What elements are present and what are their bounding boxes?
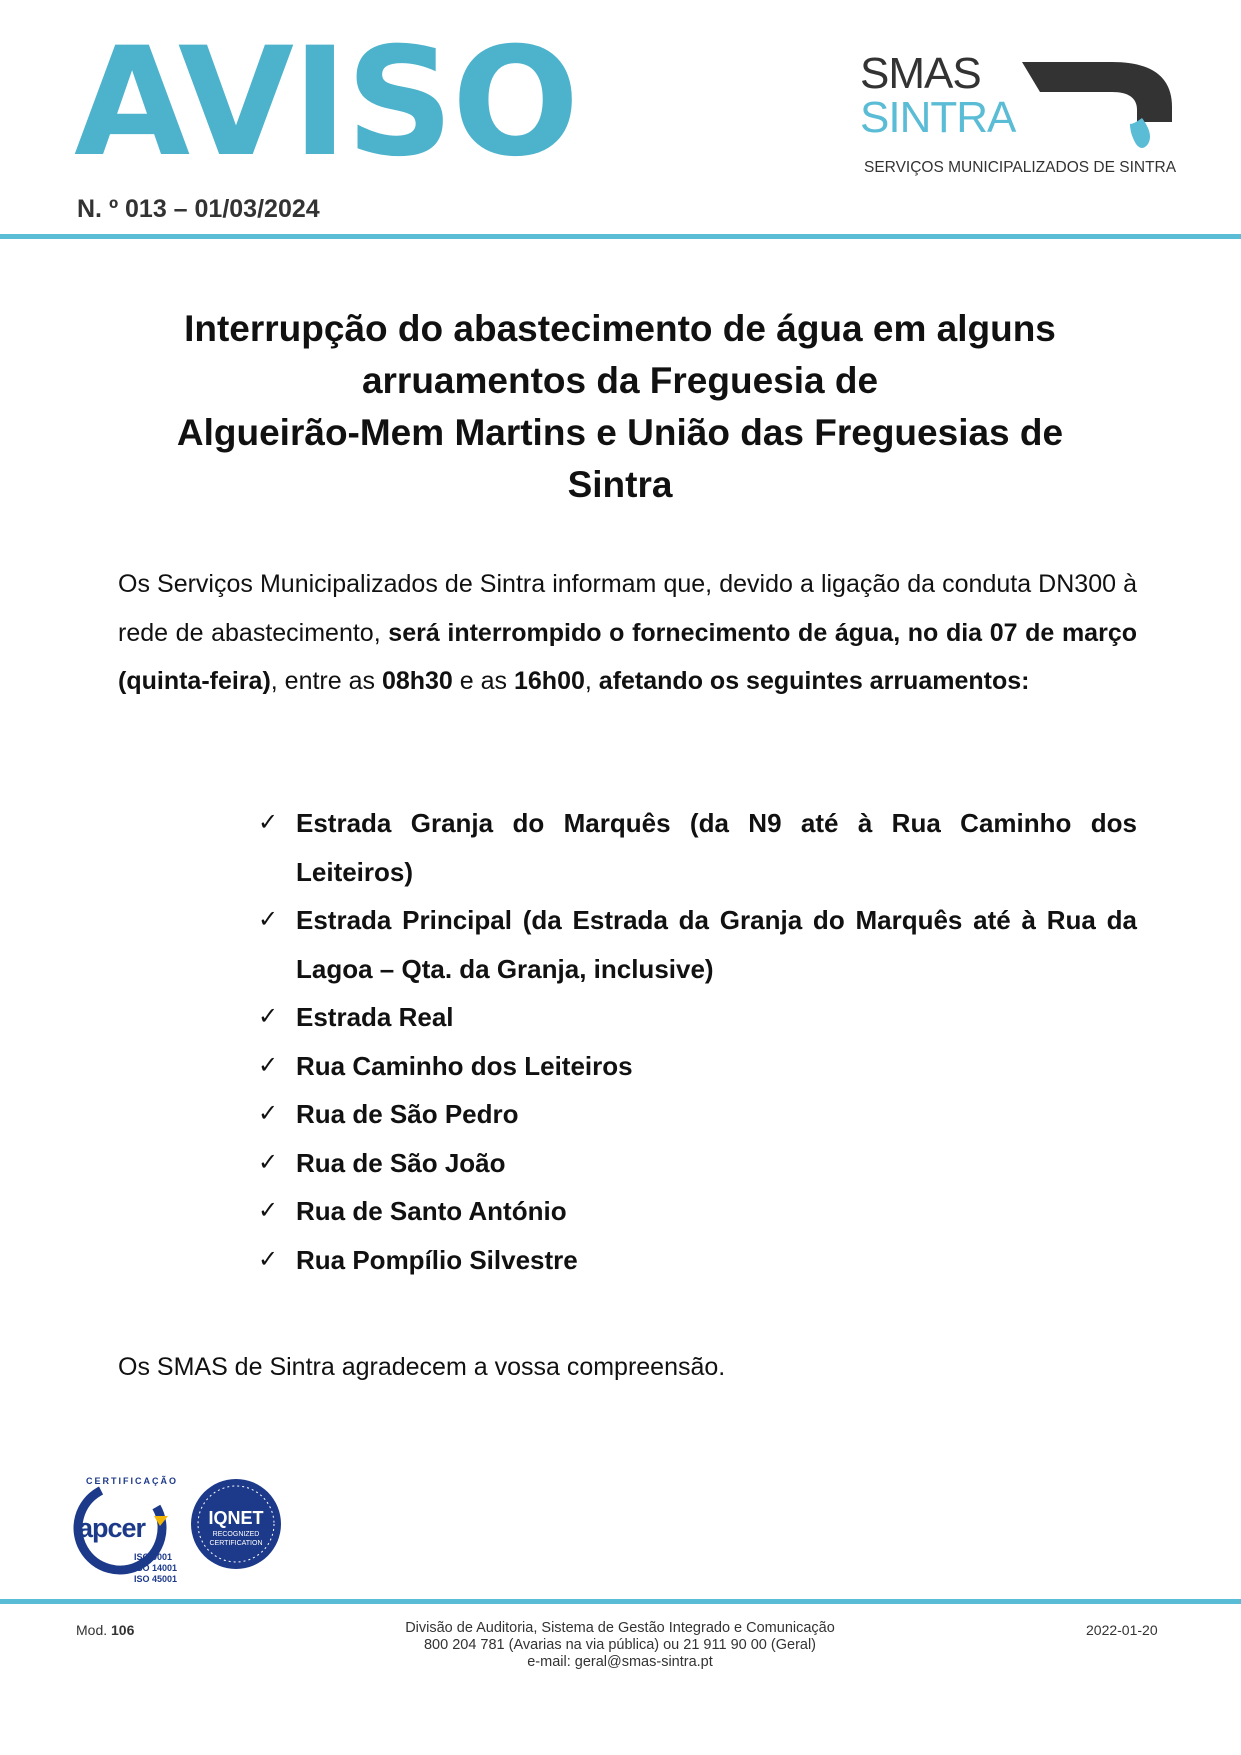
headline — [120, 303, 1120, 511]
list-item — [258, 896, 1137, 993]
smas-sintra-logo — [860, 49, 1180, 182]
checkmark-icon: ✓ — [258, 1148, 279, 1176]
iso-standard: ISO 14001 — [134, 1563, 178, 1573]
street-name: Rua Caminho dos Leiteiros — [296, 1050, 633, 1081]
intro-bold-start-time: 08h30 — [381, 667, 453, 695]
street-name: Estrada Principal (da Estrada da Granja do Marquês até à Rua da Lagoa – Qta. da Granja, inclusive) — [296, 905, 1137, 984]
model-reference — [76, 1622, 134, 1638]
intro-bold-interruption: será interrompido o fornecimento de água, no dia 07 de março (quinta-feira) — [118, 618, 1137, 695]
iqnet-line1: RECOGNIZED — [212, 1531, 260, 1538]
intro-bold-end-time: 16h00 — [514, 667, 585, 695]
checkmark-icon: ✓ — [258, 906, 279, 933]
model-label: Mod. — [76, 1622, 108, 1638]
logo-line-sintra: SINTRA — [860, 93, 1016, 142]
checkmark-icon: ✓ — [258, 1100, 279, 1127]
street-name: Rua de Santo António — [296, 1196, 567, 1226]
iqnet-line2: CERTIFICATION — [209, 1540, 263, 1547]
list-item — [258, 1042, 1137, 1091]
model-number: 106 — [111, 1622, 135, 1638]
headline-line: Algueirão-Mem Martins e União das Freguesias de — [176, 412, 1064, 453]
iso-standard: ISO 9001 — [134, 1552, 173, 1562]
list-item — [258, 993, 1137, 1042]
street-name: Rua de São João — [296, 1147, 506, 1178]
apcer-name: apcer — [78, 1513, 146, 1543]
iqnet-certification-seal-icon — [190, 1478, 282, 1570]
checkmark-icon: ✓ — [258, 1003, 279, 1030]
intro-bold-affected: afetando os seguintes arruamentos: — [598, 667, 1030, 695]
intro-text: , entre as — [270, 667, 382, 695]
footer-line: e-mail: geral@smas-sintra.pt — [527, 1654, 713, 1670]
notice-number: N. º 013 – 01/03/2024 — [77, 195, 320, 223]
footer-line: Divisão de Auditoria, Sistema de Gestão Integrado e Comunicação — [405, 1620, 835, 1636]
iso-standards — [134, 1552, 177, 1585]
list-item — [258, 1187, 1137, 1236]
street-name: Rua Pompílio Silvestre — [296, 1244, 578, 1275]
logo-subtitle: SERVIÇOS MUNICIPALIZADOS DE SINTRA — [864, 159, 1177, 176]
checkmark-icon: ✓ — [258, 1051, 279, 1079]
apcer-ring-text: CERTIFICAÇÃO — [86, 1476, 178, 1486]
affected-streets-list — [258, 799, 1137, 1284]
checkmark-icon: ✓ — [258, 809, 279, 836]
street-name: Estrada Granja do Marquês (da N9 até à Rua Caminho dos Leiteiros) — [296, 808, 1137, 887]
apcer-certification-seal-icon — [72, 1478, 182, 1588]
footer-contacts — [320, 1620, 920, 1671]
list-item — [258, 1090, 1137, 1139]
street-name: Rua de São Pedro — [296, 1099, 519, 1129]
footer-date: 2022-01-20 — [1086, 1622, 1158, 1638]
checkmark-icon: ✓ — [258, 1245, 279, 1273]
intro-text: Os Serviços Municipalizados de Sintra informam que, devido a ligação da conduta DN300 à rede de abastecimento, — [118, 570, 1137, 647]
headline-line: arruamentos da Freguesia de — [361, 360, 879, 401]
logo-line-smas: SMAS — [860, 49, 981, 98]
iso-standard: ISO 45001 — [134, 1574, 178, 1584]
list-item — [258, 1139, 1137, 1188]
street-name: Estrada Real — [296, 1002, 454, 1032]
footer-divider — [0, 1599, 1241, 1604]
headline-line: Sintra — [567, 464, 673, 505]
intro-text: e as — [452, 667, 514, 695]
checkmark-icon: ✓ — [258, 1197, 279, 1224]
notice-title: AVISO — [74, 16, 578, 190]
intro-text: , — [584, 667, 599, 695]
header-divider — [0, 234, 1241, 239]
iqnet-name: IQNET — [208, 1508, 264, 1528]
footer-line: 800 204 781 (Avarias na via pública) ou 21 911 90 00 (Geral) — [423, 1637, 817, 1653]
water-pipe-drop-icon — [1012, 52, 1187, 152]
intro-paragraph — [118, 560, 1137, 706]
list-item — [258, 799, 1137, 896]
closing-sentence: Os SMAS de Sintra agradecem a vossa compreensão. — [118, 1353, 726, 1381]
list-item — [258, 1236, 1137, 1285]
headline-line: Interrupção do abastecimento de água em alguns — [184, 308, 1056, 349]
